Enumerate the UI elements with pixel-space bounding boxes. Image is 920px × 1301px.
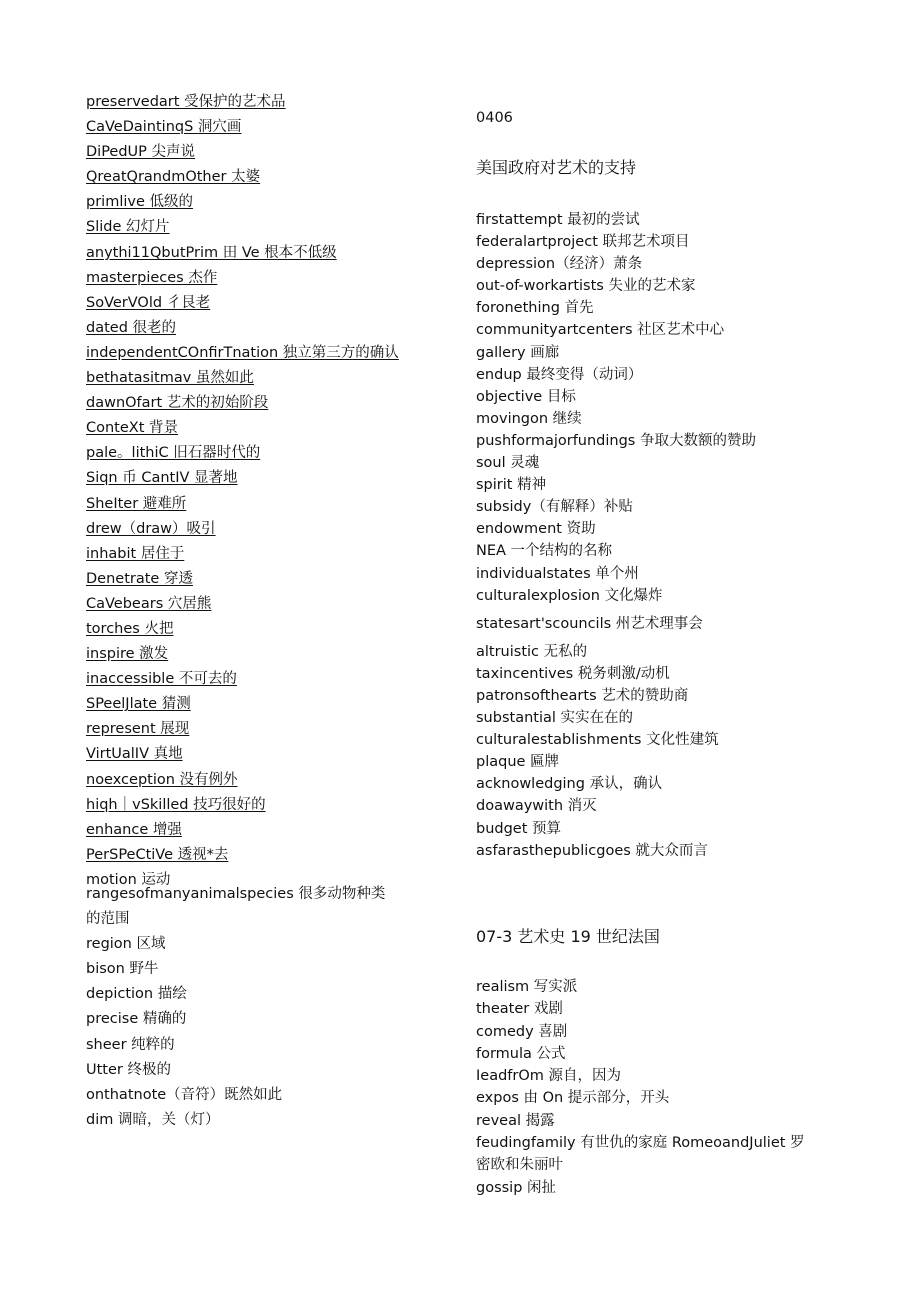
section-title: 美国政府对艺术的支持	[476, 158, 637, 177]
vocab-entry: comedy 喜剧	[476, 1023, 568, 1040]
vocab-entry: theater 戏剧	[476, 1001, 563, 1018]
vocab-entry: foronething 首先	[476, 300, 594, 317]
vocab-entry: SPeelJlate 猜测	[86, 696, 191, 713]
vocab-entry: CaVeDaintinqS 洞穴画	[86, 119, 242, 136]
vocab-entry: preservedart 受保护的艺术品	[86, 94, 286, 110]
vocab-entry: anythi11QbutPrim 田 Ve 根本不低级	[86, 244, 337, 261]
vocab-entry: realism 写实派	[476, 979, 578, 995]
vocab-entry: plaque 匾牌	[476, 754, 560, 771]
vocab-entry: endup 最终变得（动词）	[476, 366, 643, 383]
vocab-entry: drew（draw）吸引	[86, 520, 216, 537]
vocab-entry: firstattempt 最初的尝试	[476, 212, 640, 228]
vocab-entry: bethatasitmav 虽然如此	[86, 370, 254, 387]
vocab-entry: patronsofthearts 艺术的赞助商	[476, 687, 689, 704]
vocab-entry: gossip 闲扯	[476, 1179, 557, 1196]
left-bottom-vocab-list	[86, 882, 426, 1133]
vocab-entry: PerSPeCtiVe 透视*去	[86, 846, 229, 863]
vocab-entry: masterpieces 杰作	[86, 269, 218, 286]
section-code: 0406	[476, 110, 513, 126]
vocab-entry: budget 预算	[476, 820, 562, 837]
vocab-entry: soul 灵魂	[476, 455, 540, 472]
vocab-entry: precise 精确的	[86, 1011, 187, 1028]
vocab-entry: Utter 终极的	[86, 1061, 171, 1078]
vocab-entry: represent 展现	[86, 721, 190, 738]
vocab-entry: dawnOfart 艺术的初始阶段	[86, 395, 269, 412]
vocab-entry: culturalestablishments 文化性建筑	[476, 732, 719, 749]
section-title: 07-3 艺术史 19 世纪法国	[476, 927, 660, 946]
vocab-entry: altruistic 无私的	[476, 643, 588, 660]
vocab-entry: SoVerVOld 彳艮老	[86, 294, 211, 311]
vocab-entry: hiqh｜vSkilled 技巧很好的	[86, 796, 266, 813]
vocab-entry: torches 火把	[86, 620, 174, 637]
vocab-entry: expos 由 On 提示部分，开头	[476, 1090, 670, 1107]
vocab-entry: out-of-workartists 失业的艺术家	[476, 278, 696, 295]
vocab-entry: depiction 描绘	[86, 986, 187, 1003]
vocab-entry: substantial 实实在在的	[476, 710, 634, 727]
vocab-entry: asfarasthepublicgoes 就大众而言	[476, 842, 708, 859]
vocab-entry: independentCOnfirTnation 独立第三方的确认	[86, 344, 399, 361]
vocab-entry: ConteXt 背景	[86, 420, 179, 437]
vocab-entry: sheer 纯粹的	[86, 1036, 175, 1053]
vocab-entry: taxincentives 税务刺激/动机	[476, 665, 670, 682]
vocab-entry: communityartcenters 社区艺术中心	[476, 322, 725, 339]
vocab-entry: rangesofmanyanimalspecies 很多动物种类的范围	[86, 886, 386, 928]
vocab-entry: federalartproject 联邦艺术项目	[476, 234, 690, 251]
vocab-entry: subsidy（有解释）补贴	[476, 499, 633, 516]
vocab-entry: objective 目标	[476, 388, 576, 405]
vocab-entry: onthatnote（音符）既然如此	[86, 1086, 283, 1103]
vocab-entry: region 区域	[86, 936, 166, 953]
vocab-entry: culturalexplosion 文化爆炸	[476, 587, 663, 604]
vocab-entry: feudingfamily 有世仇的家庭 RomeoandJuliet 罗密欧和朱丽叶	[476, 1135, 805, 1174]
vocab-entry: formula 公式	[476, 1045, 566, 1062]
vocab-entry: gallery 画廊	[476, 344, 560, 361]
vocab-entry: inaccessible 不可去的	[86, 671, 237, 688]
vocab-entry: individualstates 单个州	[476, 565, 639, 582]
vocab-entry: dated 很老的	[86, 319, 177, 336]
vocab-entry: CaVebears 穴居熊	[86, 595, 212, 612]
vocab-entry: IeadfrOm 源自，因为	[476, 1068, 621, 1085]
vocab-entry: inspire 激发	[86, 646, 169, 663]
vocab-entry: pushformajorfundings 争取大数额的赞助	[476, 432, 756, 449]
vocab-entry: NEA 一个结构的名称	[476, 543, 613, 560]
vocab-entry: primlive 低级的	[86, 194, 193, 211]
vocab-entry: bison 野牛	[86, 961, 159, 978]
vocab-entry: DiPedUP 尖声说	[86, 144, 196, 161]
right-bottom-section	[476, 926, 896, 1199]
vocab-entry: doawaywith 消灭	[476, 798, 597, 815]
left-top-vocab-list	[86, 90, 426, 886]
vocab-entry: Siqn 币 CantIV 显著地	[86, 470, 238, 487]
right-top-section	[476, 107, 896, 862]
vocab-entry: depression（经济）萧条	[476, 256, 643, 273]
vocab-entry: SheIter 避难所	[86, 495, 187, 512]
vocab-entry: VirtUalIV 真地	[86, 746, 183, 763]
vocab-entry: statesart'scouncils 州艺术理事会	[476, 615, 703, 632]
vocab-entry: motion 运动	[86, 871, 171, 886]
vocab-entry: endowment 资助	[476, 521, 596, 538]
vocab-entry: spirit 精神	[476, 477, 547, 494]
vocab-entry: noexception 没有例外	[86, 771, 238, 788]
vocab-entry: Slide 幻灯片	[86, 219, 170, 236]
vocab-entry: Denetrate 穿透	[86, 570, 193, 587]
vocab-entry: enhance 增强	[86, 821, 182, 838]
vocab-entry: movingon 继续	[476, 410, 582, 427]
vocab-entry: pale。lithiC 旧石器时代的	[86, 445, 261, 462]
vocab-entry: QreatQrandmOther 太婆	[86, 169, 261, 186]
vocab-entry: reveal 揭露	[476, 1112, 555, 1129]
vocab-entry: inhabit 居住于	[86, 545, 185, 562]
vocab-entry: acknowledging 承认，确认	[476, 776, 663, 793]
vocab-entry: dim 调暗，关（灯）	[86, 1111, 220, 1128]
